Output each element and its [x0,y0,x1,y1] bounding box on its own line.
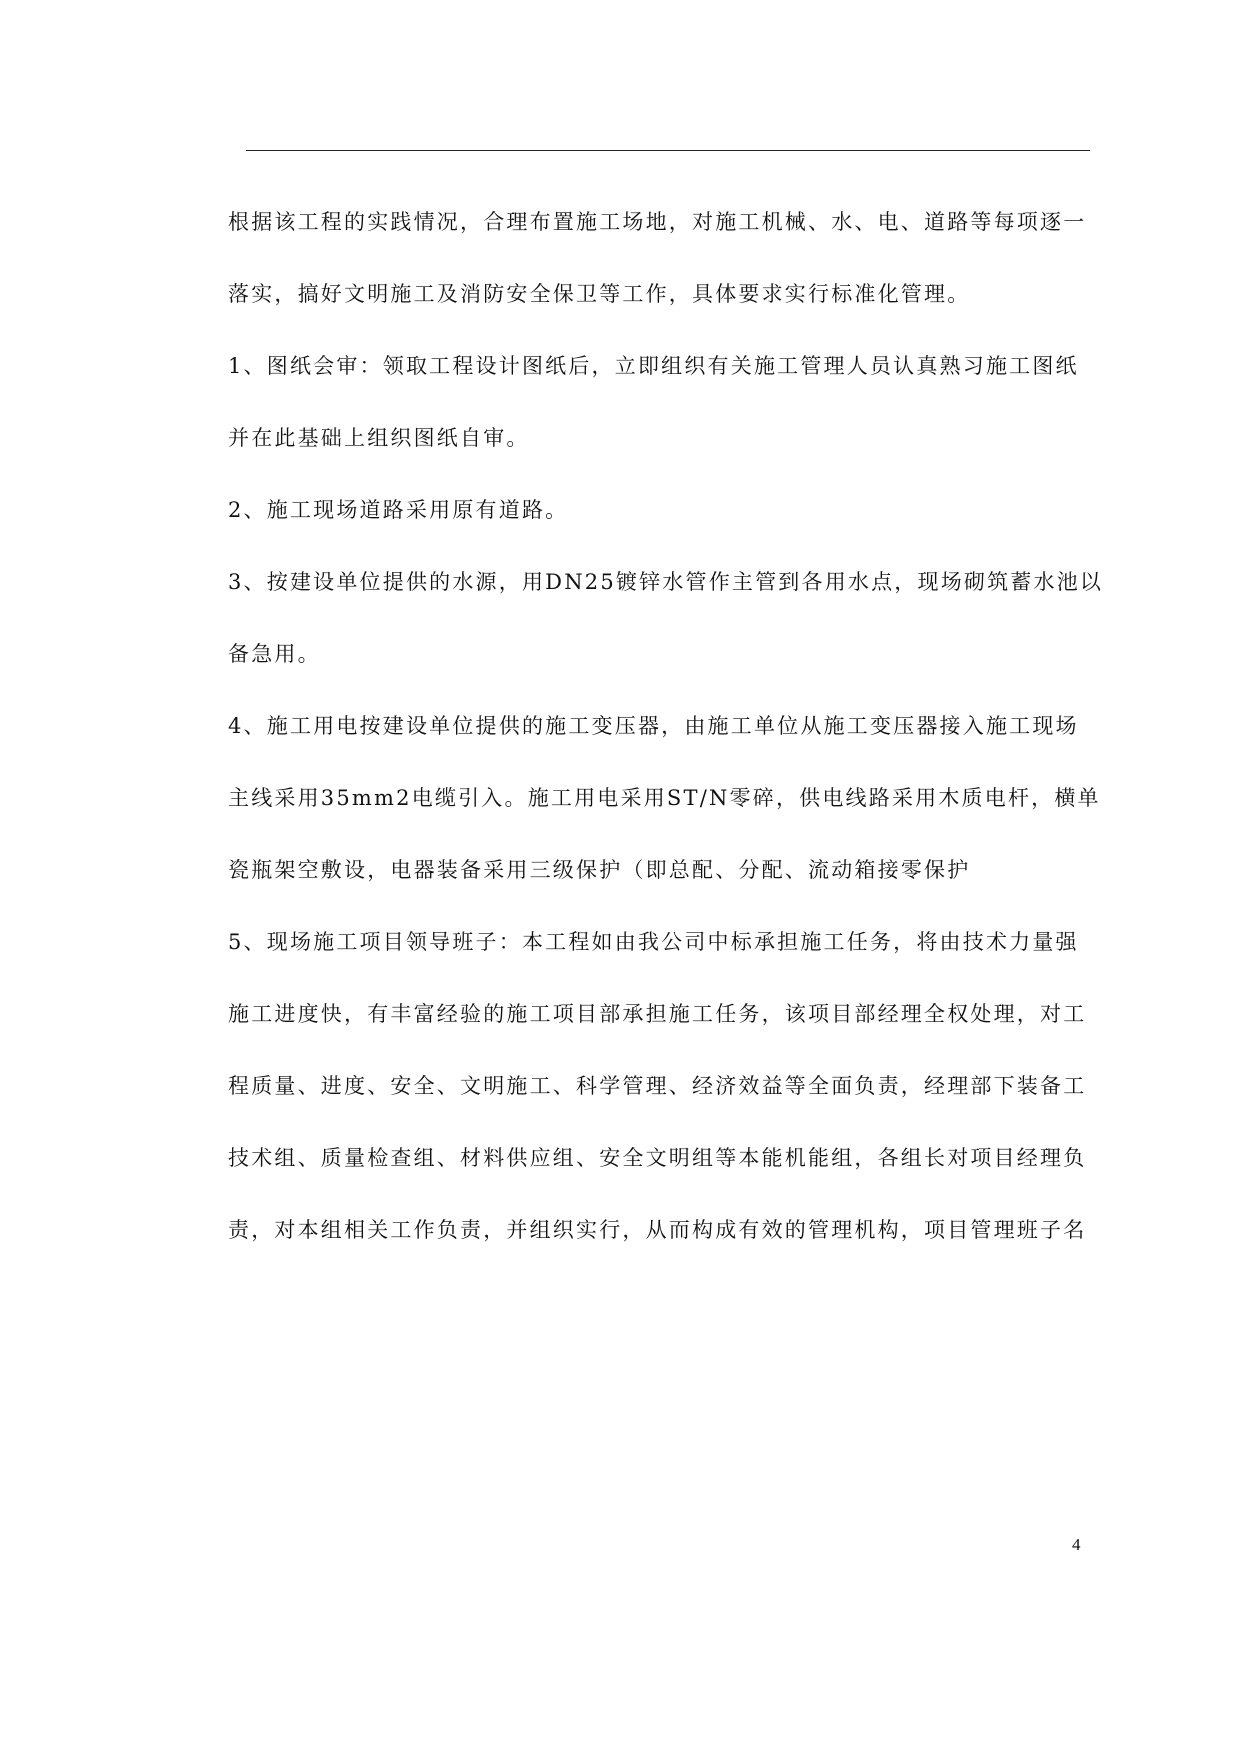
text-line: 根据该工程的实践情况，合理布置施工场地，对施工机械、水、电、道路等每项逐一 [228,210,1087,234]
text-line: 瓷瓶架空敷设，电器装备采用三级保护（即总配、分配、流动箱接零保护 [228,858,971,882]
text-line: 技术组、质量检查组、材料供应组、安全文明组等本能机能组，各组长对项目经理负 [228,1146,1087,1170]
text-line: 1、图纸会审：领取工程设计图纸后，立即组织有关施工管理人员认真熟习施工图纸 [228,354,1079,378]
page-number: 4 [1072,1535,1081,1554]
text-line: 落实，搞好文明施工及消防安全保卫等工作，具体要求实行标准化管理。 [228,282,971,306]
text-line: 2、施工现场道路采用原有道路。 [228,498,569,522]
text-line: 主线采用35mm2电缆引入。施工用电采用ST/N零碎，供电线路采用木质电杆，横单 [228,786,1101,810]
text-line: 3、按建设单位提供的水源，用DN25镀锌水管作主管到各用水点，现场砌筑蓄水池以 [228,570,1104,594]
text-line: 程质量、进度、安全、文明施工、科学管理、经济效益等全面负责，经理部下装备工 [228,1074,1087,1098]
text-line: 备急用。 [228,642,321,666]
text-line: 施工进度快，有丰富经验的施工项目部承担施工任务，该项目部经理全权处理，对工 [228,1002,1087,1026]
text-line: 并在此基础上组织图纸自审。 [228,426,530,450]
text-line: 4、施工用电按建设单位提供的施工变压器，由施工单位从施工变压器接入施工现场 [228,714,1079,738]
text-line: 5、现场施工项目领导班子：本工程如由我公司中标承担施工任务，将由技术力量强 [228,930,1079,954]
text-line: 责，对本组相关工作负责，并组织实行，从而构成有效的管理机构，项目管理班子名 [228,1218,1087,1242]
header-rule [246,150,1090,151]
body-text [228,195,1128,1275]
